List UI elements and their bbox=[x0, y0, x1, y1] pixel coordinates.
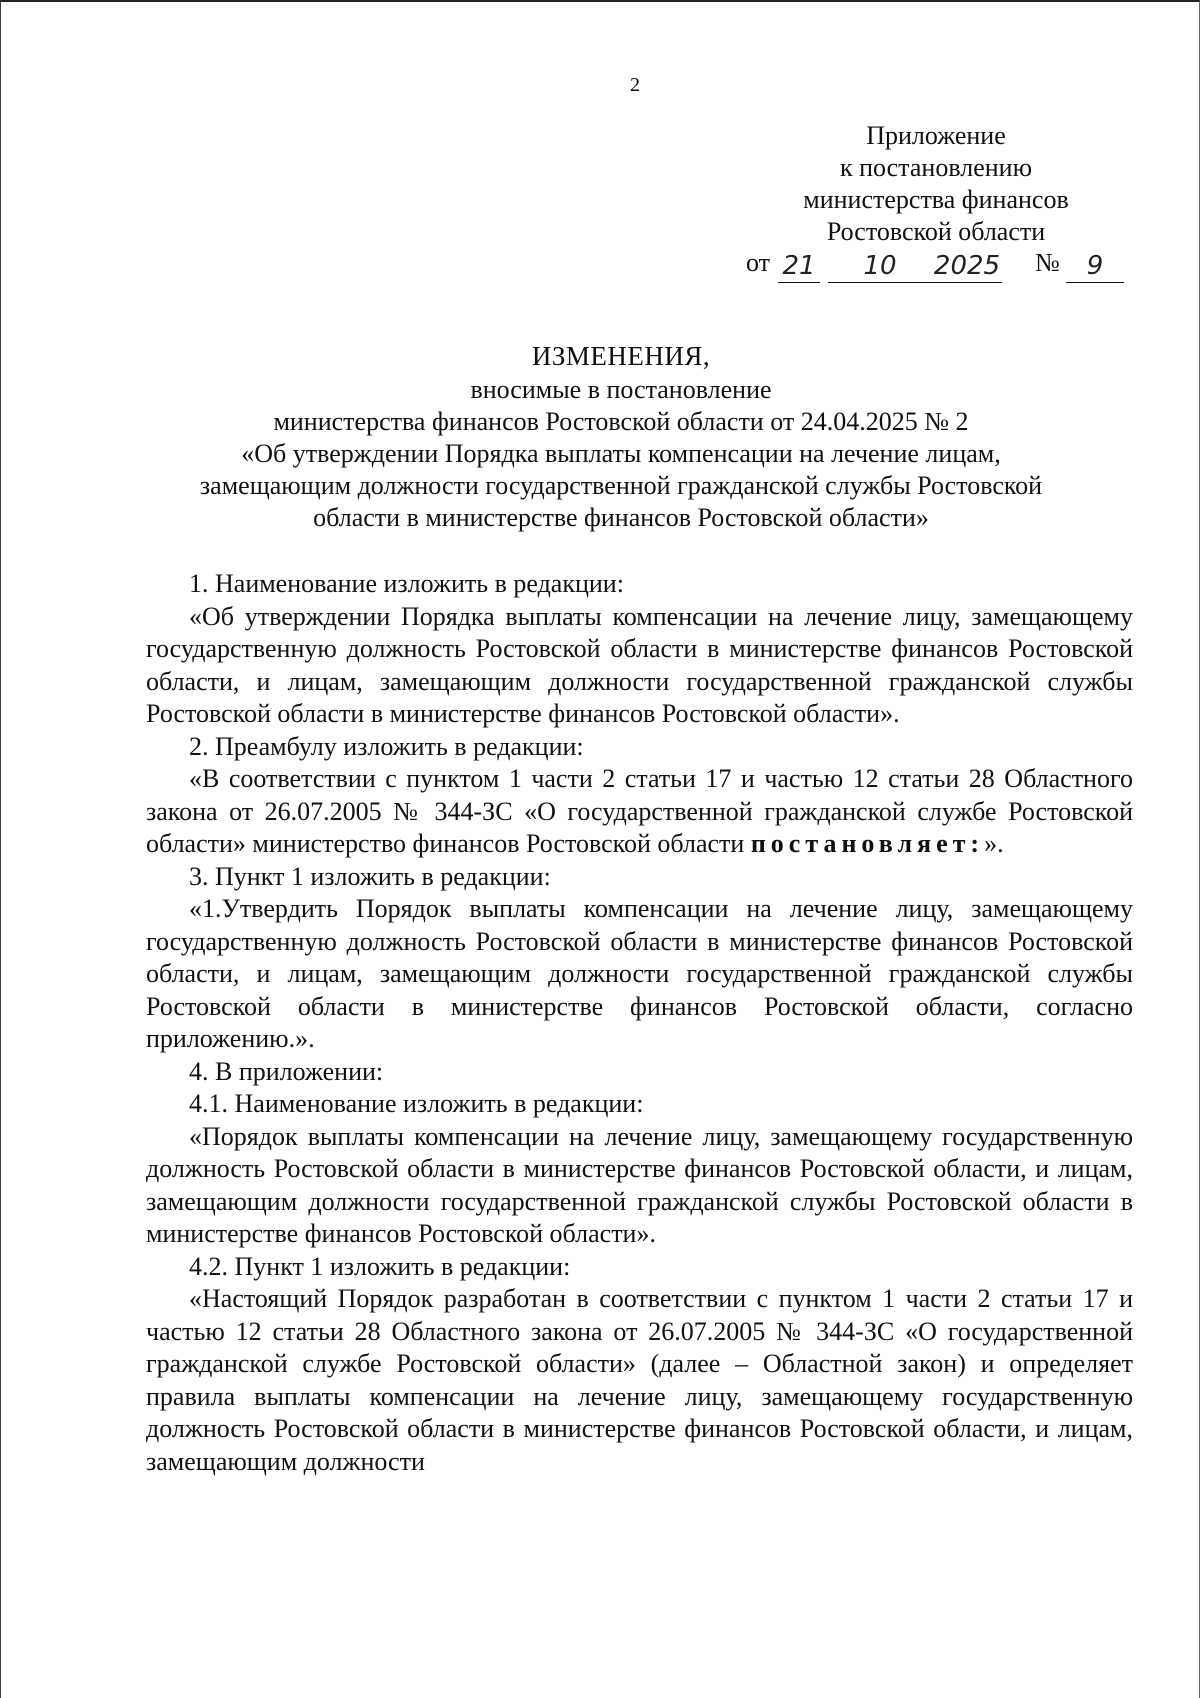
appendix-header bbox=[761, 120, 1111, 248]
date-prefix: от bbox=[746, 248, 771, 277]
document-title-block bbox=[141, 340, 1101, 534]
appendix-line: Ростовской области bbox=[826, 217, 1046, 246]
paragraph-7: 4. В приложении: bbox=[189, 1056, 384, 1086]
paragraph-4 bbox=[146, 763, 1133, 861]
title-line: вносимые в постановление bbox=[470, 375, 772, 404]
paragraph-1: 1. Наименование изложить в редакции: bbox=[189, 569, 624, 598]
appendix-line: министерства финансов bbox=[803, 185, 1069, 214]
paragraph-9: «Порядок выплаты компенсации на лечение лицу, замещающему государственную должность Ростовской области в министерстве финансов Ростовской области, и лицам, замещающим должности государственной гражданской службы Ростовской области в министерстве финансов Ростовской области». bbox=[146, 1121, 1133, 1248]
date-year-handwritten: 2025 bbox=[933, 251, 1001, 281]
appendix-date-line bbox=[746, 248, 1126, 284]
document-title: ИЗМЕНЕНИЯ, bbox=[531, 341, 711, 371]
appendix-line: к постановлению bbox=[839, 153, 1033, 182]
paragraph-4-end: ». bbox=[984, 829, 1004, 858]
date-day-handwritten: 21 bbox=[778, 252, 820, 283]
paragraph-2: «Об утверждении Порядка выплаты компенсации на лечение лицу, замещающему государственную должность Ростовской области в министерстве финансов Ростовской области, и лицам, замещающим должности государственной гражданской службы Ростовской области в министерстве финансов Ростовской области». bbox=[146, 601, 1133, 728]
paragraph-4-text: «В соответствии с пунктом 1 части 2 статьи 17 и частью 12 статьи 28 Областного закона от 26.07.2005 № 344-ЗС «О государственной гражданской службе Ростовской области» министерство финансов Ростовской области bbox=[146, 764, 1133, 858]
paragraph-3: 2. Преамбулу изложить в редакции: bbox=[189, 731, 584, 761]
document-number-handwritten: 9 bbox=[1066, 252, 1124, 283]
page-number: 2 bbox=[630, 74, 640, 96]
date-month-handwritten: 10 bbox=[828, 252, 932, 283]
number-sign: № bbox=[1035, 248, 1060, 277]
title-line: области в министерстве финансов Ростовской области» bbox=[313, 503, 929, 532]
paragraph-11: «Настоящий Порядок разработан в соответствии с пунктом 1 части 2 статьи 17 и частью 12 статьи 28 Областного закона от 26.07.2005 № 344-ЗС «О государственной гражданской службе Ростовской области» (далее – Областной закон) и определяет правила выплаты компенсации на лечение лицу, замещающему государственную должность Ростовской области в министерстве финансов Ростовской области, и лицам, замещающим должности bbox=[146, 1284, 1133, 1476]
title-line: «Об утверждении Порядка выплаты компенсации на лечение лицам, bbox=[241, 439, 1001, 468]
paragraph-6: «1.Утвердить Порядок выплаты компенсации на лечение лицу, замещающему государственную должность Ростовской области в министерстве финансов Ростовской области, и лицам, замещающим должности государственной гражданской службы Ростовской области в министерстве финансов Ростовской области, согласно приложению.». bbox=[146, 894, 1133, 1053]
title-line: замещающим должности государственной гражданской службы Ростовской bbox=[199, 471, 1043, 500]
paragraph-4-spaced-word: постановляет: bbox=[750, 829, 985, 858]
appendix-line: Приложение bbox=[866, 121, 1006, 150]
paragraph-8: 4.1. Наименование изложить в редакции: bbox=[189, 1089, 644, 1118]
paragraph-5: 3. Пункт 1 изложить в редакции: bbox=[189, 861, 551, 891]
document-body bbox=[146, 568, 1133, 1478]
title-line: министерства финансов Ростовской области от 24.04.2025 № 2 bbox=[273, 407, 969, 436]
paragraph-10: 4.2. Пункт 1 изложить в редакции: bbox=[189, 1251, 571, 1281]
